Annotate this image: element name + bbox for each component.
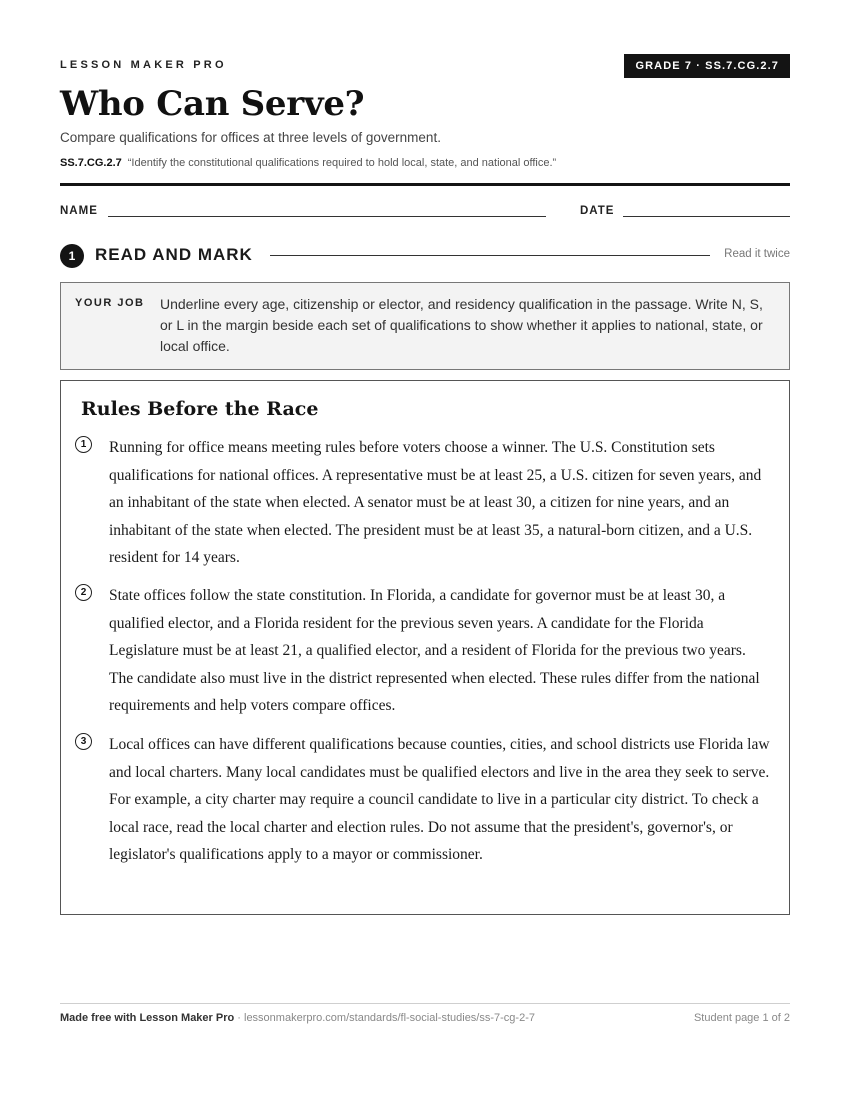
paragraph-number: 1 (75, 436, 92, 453)
job-text: Underline every age, citizenship or elector, and residency qualification in the passage. Write N, S, or L in the margin beside each set of qualifications to show whether it applies to national, state, or local office. (160, 296, 763, 354)
reading-passage (60, 380, 790, 915)
section-number-badge: 1 (60, 244, 84, 268)
header-divider (60, 183, 790, 186)
brand-name: LESSON MAKER PRO (60, 59, 227, 71)
passage-title: Rules Before the Race (81, 398, 319, 420)
worksheet-page (60, 0, 790, 1100)
name-field[interactable] (108, 216, 546, 217)
paragraph-number: 2 (75, 584, 92, 601)
section-title: READ AND MARK (95, 245, 253, 264)
section-divider (270, 255, 710, 256)
footer-made-with: Made free with Lesson Maker Pro (60, 1012, 235, 1024)
footer-page-label: Student page 1 of 2 (693, 1012, 790, 1024)
paragraph-text: Running for office means meeting rules before voters choose a winner. The U.S. Constitution sets qualifications for national offices. A representative must be at least 25, a U.S. citizen for seven years, and an inhabitant of the state when elected. A senator must be at least 30, a citizen for nine years, and an inhabitant of the state when elected. The president must be at least 35, a natural-born citizen, and a U.S. resident for 14 years. (109, 439, 762, 566)
footer-credit (60, 1012, 535, 1024)
page-subtitle: Compare qualifications for offices at three levels of government. (60, 130, 441, 145)
name-label: NAME (60, 205, 98, 217)
grade-badge: GRADE 7 · SS.7.CG.2.7 (624, 54, 790, 78)
job-instructions-box (60, 282, 790, 370)
section-note: Read it twice (724, 248, 790, 260)
page-title: Who Can Serve? (60, 84, 365, 124)
date-label: DATE (580, 205, 615, 217)
standard-code: SS.7.CG.2.7 (60, 157, 122, 169)
paragraph-text: Local offices can have different qualifications because counties, cities, and school districts use Florida law and local charters. Many local candidates must be qualified electors and live in the area they seek to serve. For example, a city charter may require a council candidate to live in a particular city district. To check a local race, read the local charter and election rules. Do not assume that the president's, governor's, or legislator's qualifications apply to a mayor or commissioner. (109, 736, 770, 863)
footer-divider (60, 1003, 790, 1004)
footer-url[interactable]: · lessonmakerpro.com/standards/fl-social-studies/ss-7-cg-2-7 (234, 1012, 535, 1024)
standard-line (60, 157, 556, 169)
date-field[interactable] (623, 216, 790, 217)
standard-text: “Identify the constitutional qualifications required to hold local, state, and national office.” (127, 157, 557, 169)
paragraph-number: 3 (75, 733, 92, 750)
paragraph-text: State offices follow the state constitution. In Florida, a candidate for governor must be at least 30, a qualified elector, and a Florida resident for the previous seven years. A candidate for the Florida Legislature must be at least 21, a qualified elector, and a resident of Florida for the previous two years. The candidate also must live in the district represented when elected. These rules differ from the national requirements and help voters compare offices. (109, 587, 760, 714)
job-label: YOUR JOB (75, 297, 145, 309)
